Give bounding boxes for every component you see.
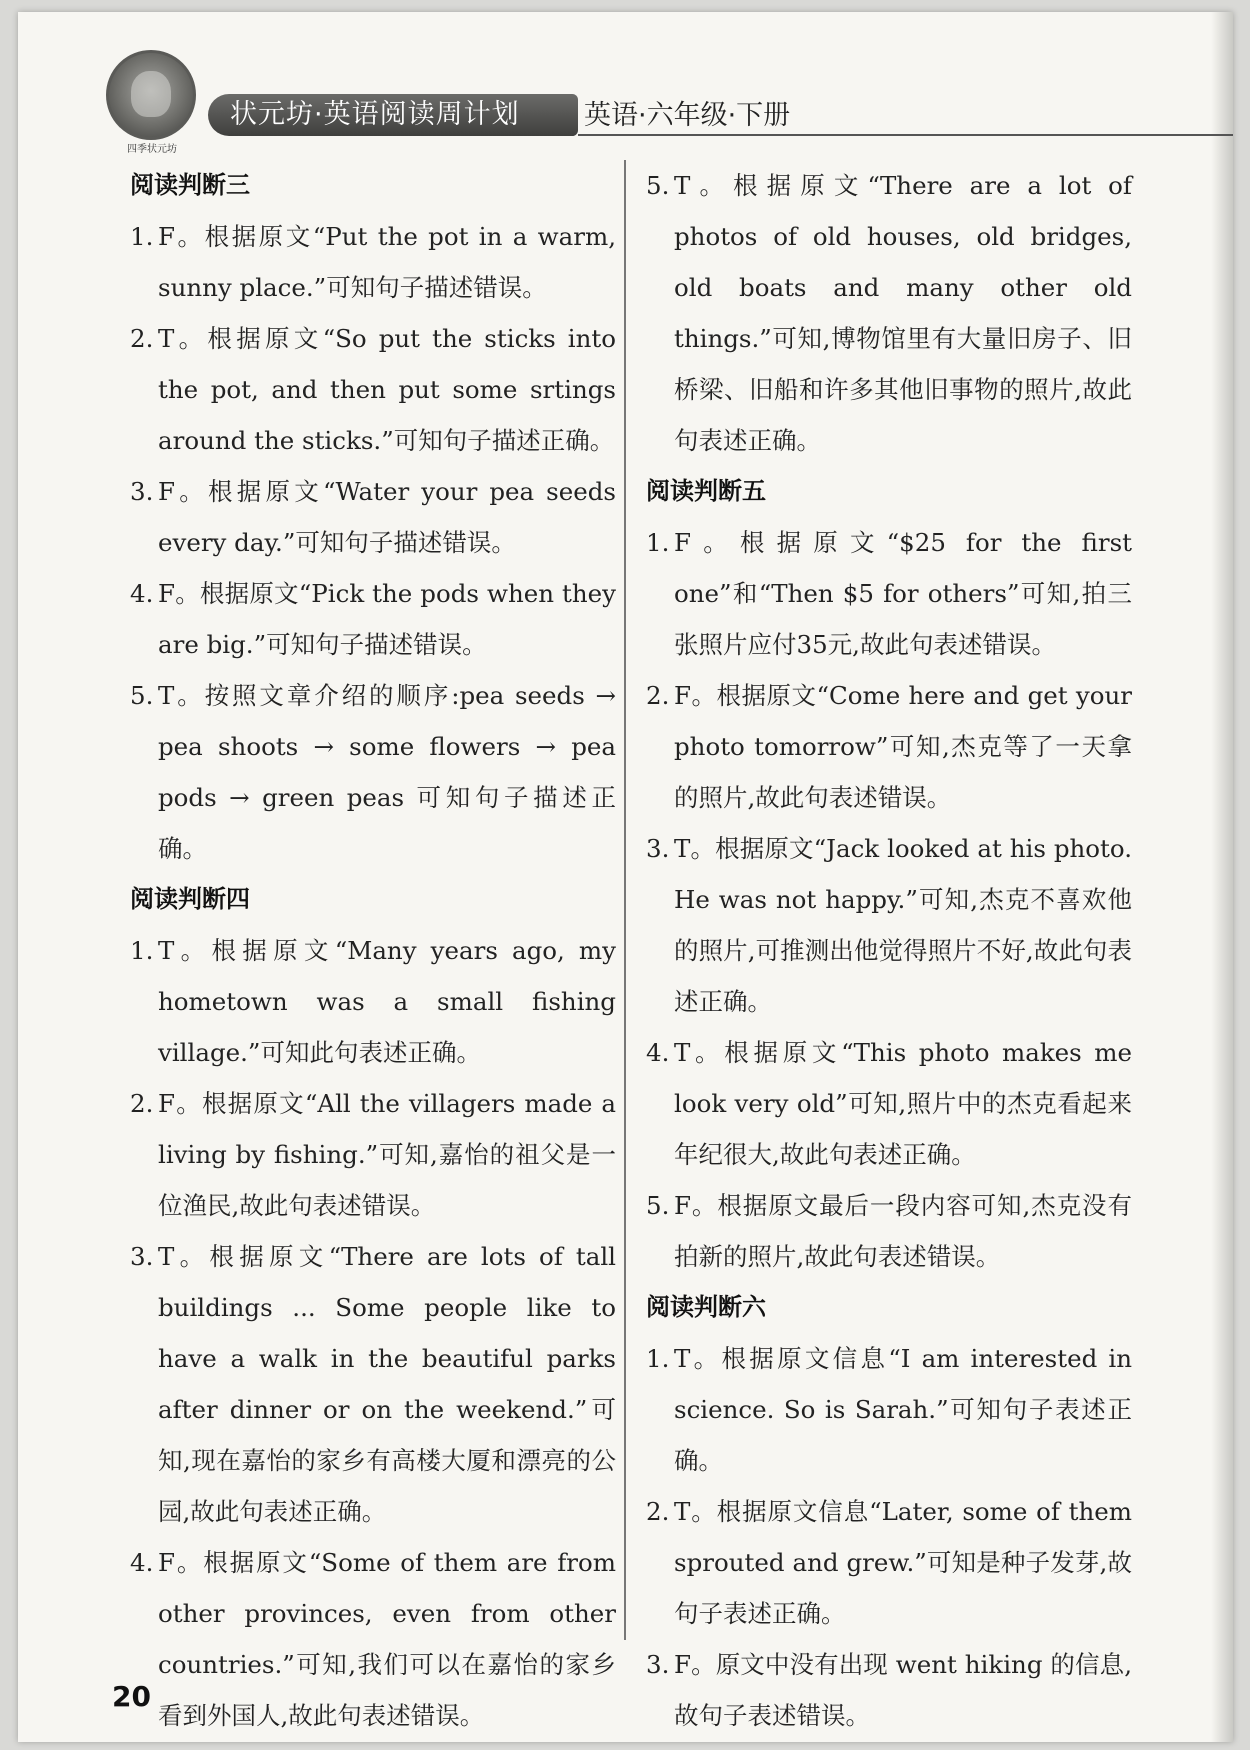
answer-item: 4. F。根据原文“Some of them are from other provinces, even from other countries.”可知,我们可以在嘉怡的家乡看到外国人,故此句表述错误。	[130, 1548, 616, 1730]
answer-item: 3. F。原文中没有出现 went hiking 的信息,故句子表述错误。	[646, 1650, 1132, 1730]
answer-item: 1. T。根据原文信息“I am interested in science. So is Sarah.”可知句子表述正确。	[646, 1344, 1132, 1475]
answer-item: 2. F。根据原文“Come here and get your photo tomorrow”可知,杰克等了一天拿的照片,故此句表述错误。	[646, 681, 1132, 812]
section-title: 阅读判断六	[646, 1293, 766, 1321]
logo	[106, 50, 196, 140]
left-column	[130, 160, 616, 1741]
section-title: 阅读判断四	[130, 885, 250, 913]
page	[18, 12, 1233, 1742]
section-title: 阅读判断五	[646, 477, 766, 505]
answer-item: 3. F。根据原文“Water your pea seeds every day.”可知句子描述错误。	[130, 477, 616, 557]
answer-item: 4. T。根据原文“This photo makes me look very old”可知,照片中的杰克看起来年纪很大,故此句表述正确。	[646, 1038, 1132, 1169]
answer-item: 1. F。根据原文“Put the pot in a warm, sunny place.”可知句子描述错误。	[130, 222, 616, 302]
answer-item: 2. T。根据原文“So put the sticks into the pot, and then put some srtings around the sticks.”可知句子描述正确。	[130, 324, 616, 455]
answer-item: 2. F。根据原文“All the villagers made a living by fishing.”可知,嘉怡的祖父是一位渔民,故此句表述错误。	[130, 1089, 616, 1220]
answer-item: 4. F。根据原文“Pick the pods when they are big.”可知句子描述错误。	[130, 579, 616, 659]
page-edge	[1211, 12, 1233, 1742]
logo-caption: 四季状元坊	[127, 144, 177, 155]
answer-item: 5. F。根据原文最后一段内容可知,杰克没有拍新的照片,故此句表述错误。	[646, 1191, 1132, 1271]
answer-item: 1. T。根据原文“Many years ago, my hometown was a small fishing village.”可知此句表述正确。	[130, 936, 616, 1067]
subject-label: 英语·六年级·下册	[584, 100, 791, 131]
section-title: 阅读判断三	[130, 171, 250, 199]
column-divider	[624, 160, 626, 1640]
header-rule	[578, 134, 1233, 136]
answer-item: 5. T。按照文章介绍的顺序:pea seeds → pea shoots → some flowers → pea pods → green peas 可知句子描述正确。	[130, 681, 616, 863]
answer-item: 1. F。根据原文“$25 for the first one”和“Then $5 for others”可知,拍三张照片应付35元,故此句表述错误。	[646, 528, 1132, 659]
answer-item: 2. T。根据原文信息“Later, some of them sprouted and grew.”可知是种子发芽,故句子表述正确。	[646, 1497, 1132, 1628]
page-number: 20	[112, 1680, 151, 1713]
answer-item: 3. T。根据原文“Jack looked at his photo. He was not happy.”可知,杰克不喜欢他的照片,可推测出他觉得照片不好,故此句表述正确。	[646, 834, 1132, 1016]
series-title: 状元坊·英语阅读周计划	[208, 94, 578, 136]
answer-item: 5. T。根据原文“There are a lot of photos of old houses, old bridges, old boats and many other old things.”可知,博物馆里有大量旧房子、旧桥梁、旧船和许多其他旧事物的照片,故此句表述正确。	[646, 171, 1132, 455]
right-column	[646, 160, 1132, 1741]
answer-item: 3. T。根据原文“There are lots of tall buildings ... Some people like to have a walk in the beautiful parks after dinner or on the weekend.”可知,现在嘉怡的家乡有高楼大厦和漂亮的公园,故此句表述正确。	[130, 1242, 616, 1526]
